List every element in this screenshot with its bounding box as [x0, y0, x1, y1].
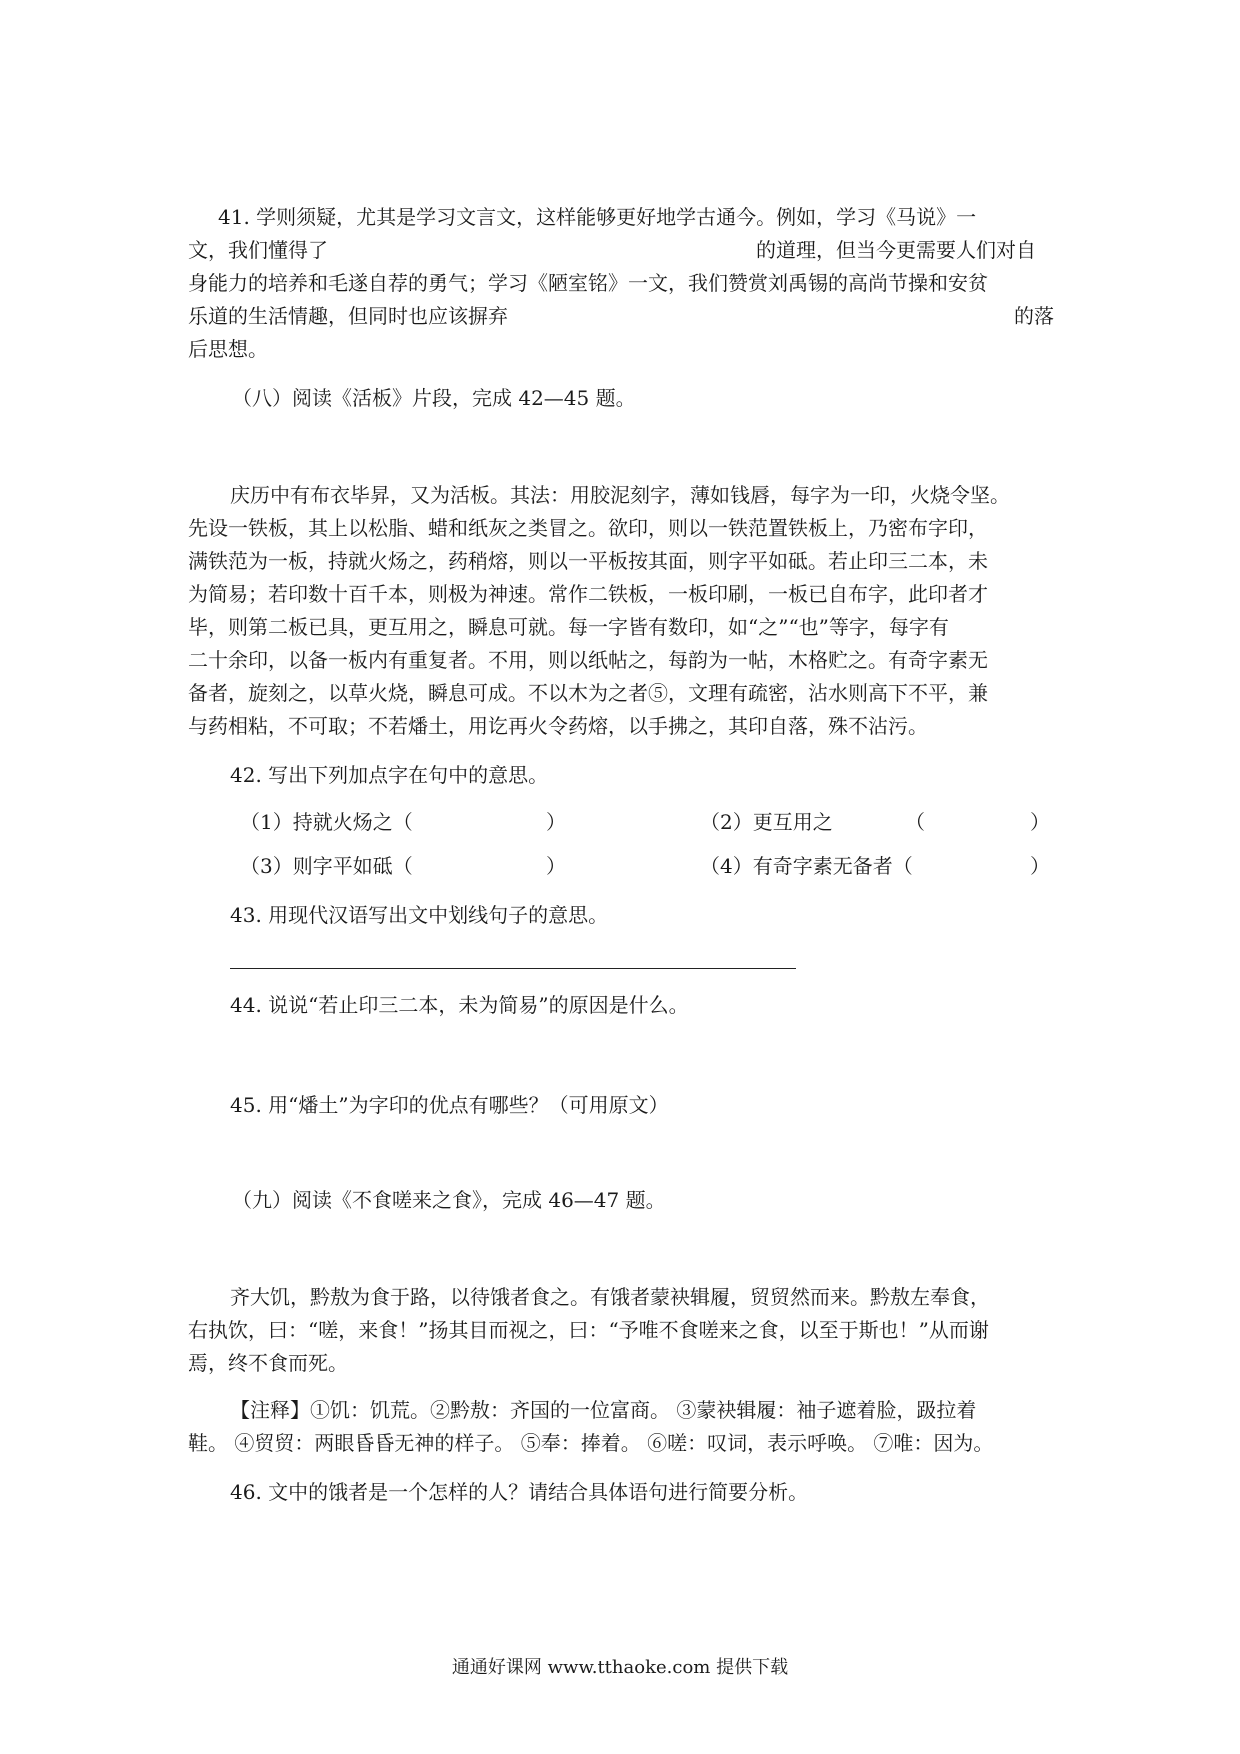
q41-line-2b: 的道理，但当今更需要人们对自 — [756, 238, 1036, 262]
passage-line: 满铁范为一板，持就火炀之，药稍熔，则以一平板按其面，则字平如砥。若止印三二本，未 — [188, 549, 988, 573]
q42-item-2-label: （2）更互用之 — [700, 810, 833, 834]
q43-answer-line — [230, 968, 796, 969]
q45-prompt: 45. 用“燔土”为字印的优点有哪些？（可用原文） — [230, 1093, 669, 1117]
passage-line: 先设一铁板，其上以松脂、蜡和纸灰之类冒之。欲印，则以一铁范置铁板上，乃密布字印， — [188, 516, 988, 540]
q41-line-4b: 的落 — [1014, 304, 1054, 328]
page-footer: 通通好课网 www.tthaoke.com 提供下载 — [451, 1657, 789, 1678]
section9-heading: （九）阅读《不食嗟来之食》，完成 46—47 题。 — [232, 1188, 666, 1212]
passage-line: 二十余印，以备一板内有重复者。不用，则以纸帖之，每韵为一帖，木格贮之。有奇字素无 — [188, 648, 988, 672]
passage-line: 庆历中有布衣毕昇，又为活板。其法：用胶泥刻字，薄如钱唇，每字为一印，火烧令坚。 — [230, 483, 1010, 507]
q41-line-1: 41. 学则须疑，尤其是学习文言文，这样能够更好地学古通今。例如，学习《马说》一 — [218, 205, 977, 229]
q42-item-2-open: （ — [905, 810, 925, 834]
q43-prompt: 43. 用现代汉语写出文中划线句子的意思。 — [230, 903, 609, 927]
passage-line: 为简易；若印数十百千本，则极为神速。常作二铁板，一板印刷，一板已自布字，此印者才 — [188, 582, 988, 606]
notes-line: 鞋。 ④贸贸：两眼昏昏无神的样子。 ⑤奉：捧着。 ⑥嗟：叹词，表示呼唤。 ⑦唯：因为。 — [188, 1431, 994, 1455]
q41-line-5: 后思想。 — [188, 337, 268, 361]
passage-line: 焉，终不食而死。 — [188, 1351, 348, 1375]
q46-prompt: 46. 文中的饿者是一个怎样的人？请结合具体语句进行简要分析。 — [230, 1480, 809, 1504]
passage-line: 与药相粘，不可取；不若燔土，用讫再火令药熔，以手拂之，其印自落，殊不沾污。 — [188, 714, 928, 738]
q44-prompt: 44. 说说“若止印三二本，未为简易”的原因是什么。 — [230, 993, 689, 1017]
q42-item-2-close: ） — [1030, 810, 1050, 834]
q42-item-4-close: ） — [1030, 854, 1050, 878]
q42-item-3-close: ） — [546, 854, 566, 878]
passage-line: 备者，旋刻之，以草火烧，瞬息可成。不以木为之者⑤，文理有疏密，沾水则高下不平，兼 — [188, 681, 988, 705]
q42-item-4-label: （4）有奇字素无备者（ — [700, 854, 913, 878]
q41-line-3: 身能力的培养和毛遂自荐的勇气；学习《陋室铭》一文，我们赞赏刘禹锡的高尚节操和安贫 — [188, 271, 988, 295]
q41-line-2a: 文，我们懂得了 — [188, 238, 328, 262]
section8-heading: （八）阅读《活板》片段，完成 42—45 题。 — [232, 386, 636, 410]
q42-prompt: 42. 写出下列加点字在句中的意思。 — [230, 763, 549, 787]
notes-line: 【注释】①饥：饥荒。②黔敖：齐国的一位富商。 ③蒙袂辑履：袖子遮着脸，趿拉着 — [230, 1398, 977, 1422]
passage-line: 齐大饥，黔敖为食于路，以待饿者食之。有饿者蒙袂辑履，贸贸然而来。黔敖左奉食， — [230, 1285, 990, 1309]
q42-item-3-label: （3）则字平如砥（ — [240, 854, 413, 878]
q42-item-1-label: （1）持就火炀之（ — [240, 810, 413, 834]
q42-item-1-close: ） — [546, 810, 566, 834]
q41-line-4a: 乐道的生活情趣，但同时也应该摒弃 — [188, 304, 508, 328]
passage-line: 毕，则第二板已具，更互用之，瞬息可就。每一字皆有数印，如“之”“也”等字，每字有 — [188, 615, 949, 639]
passage-line: 右执饮，曰：“嗟，来食！”扬其目而视之，曰：“予唯不食嗟来之食，以至于斯也！”从而谢 — [188, 1318, 989, 1342]
